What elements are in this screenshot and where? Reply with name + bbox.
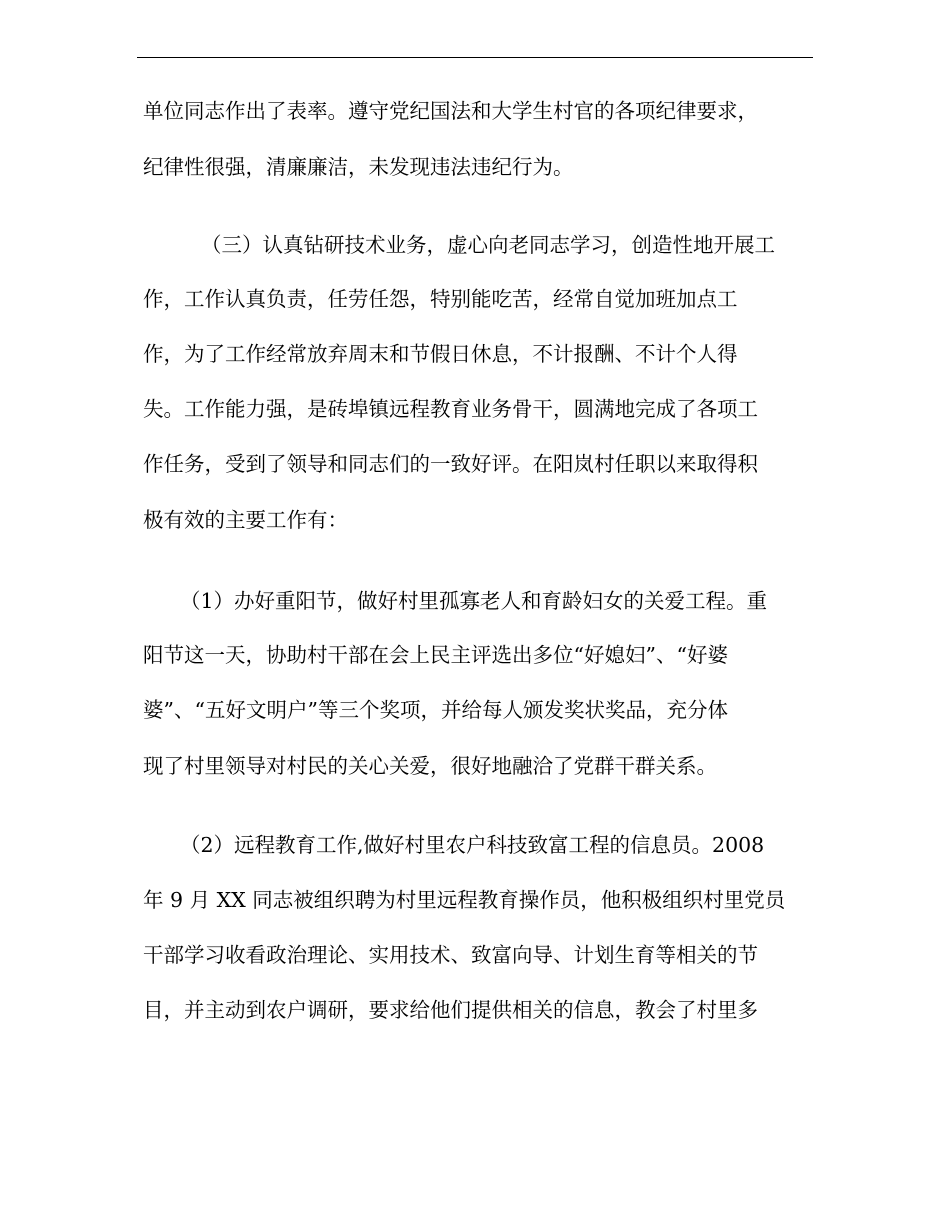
line-5: 作，为了工作经常放弃周末和节假日休息，不计报酬、不计个人得 (143, 342, 738, 366)
line-6: 失。工作能力强，是砖埠镇远程教育业务骨干，圆满地完成了各项工 (143, 397, 758, 421)
line-15: 干部学习收看政治理论、实用技术、致富向导、计划生育等相关的节 (143, 943, 758, 967)
header-rule (137, 57, 813, 58)
line-7: 作任务，受到了领导和同志们的一致好评。在阳岚村任职以来取得积 (143, 452, 758, 476)
line-8: 极有效的主要工作有： (143, 508, 348, 532)
line-9: （1）办好重阳节，做好村里孤寡老人和育龄妇女的关爱工程。重 (180, 589, 768, 613)
line-14: 年 9 月 XX 同志被组织聘为村里远程教育操作员，他积极组织村里党员 (143, 888, 786, 912)
line-12: 现了村里领导对村民的关心关爱，很好地融洽了党群干群关系。 (143, 754, 717, 778)
line-13: （2）远程教育工作,做好村里农户科技致富工程的信息员。2008 (180, 833, 765, 857)
line-11: 婆”、“五好文明户”等三个奖项，并给每人颁发奖状奖品，充分体 (143, 698, 728, 722)
line-10: 阳节这一天，协助村干部在会上民主评选出多位“好媳妇”、“好婆 (143, 643, 728, 667)
line-4: 作，工作认真负责，任劳任怨，特别能吃苦，经常自觉加班加点工 (143, 287, 738, 311)
line-2: 纪律性很强，清廉廉洁，未发现违法违纪行为。 (143, 155, 574, 179)
line-16: 目，并主动到农户调研，要求给他们提供相关的信息，教会了村里多 (143, 998, 758, 1022)
line-1: 单位同志作出了表率。遵守党纪国法和大学生村官的各项纪律要求， (143, 99, 758, 123)
line-3: （三）认真钻研技术业务，虚心向老同志学习，创造性地开展工 (201, 233, 775, 257)
